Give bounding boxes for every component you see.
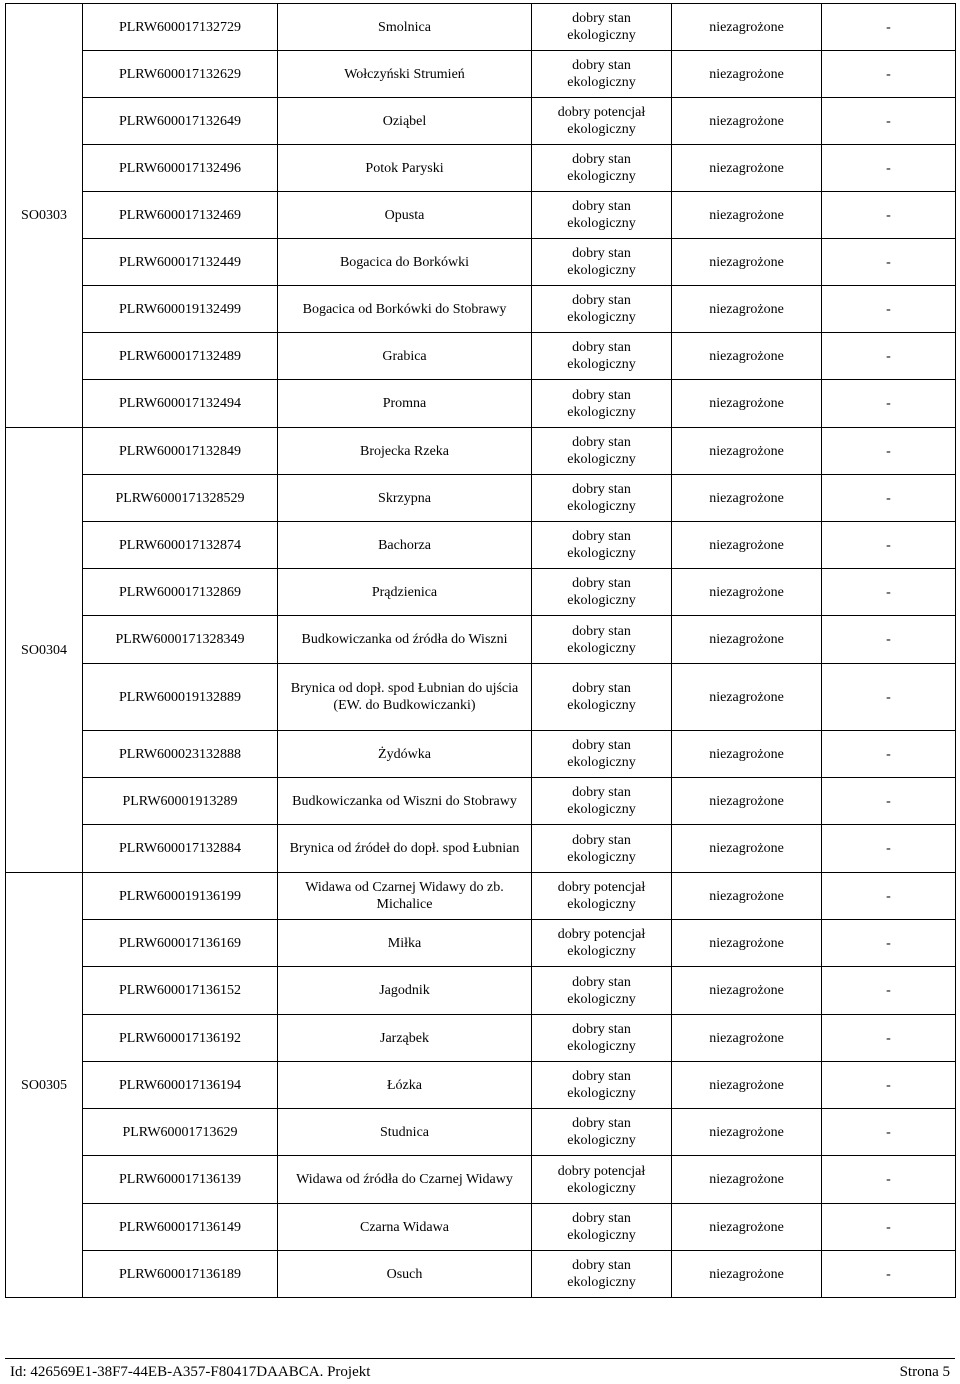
water-body-name-cell: Miłka — [278, 920, 532, 967]
status-line-1: dobry stan — [572, 199, 631, 214]
water-body-name-cell: Osuch — [278, 1251, 532, 1298]
ecological-status-cell — [532, 192, 672, 239]
table-row — [6, 4, 956, 51]
ecological-status-cell — [532, 428, 672, 475]
derogation-cell: - — [822, 286, 956, 333]
derogation-cell: - — [822, 1204, 956, 1251]
risk-assessment-cell: niezagrożone — [672, 428, 822, 475]
status-line-2: ekologiczny — [567, 1228, 636, 1243]
water-body-name-cell: Brynica od źródeł do dopł. spod Łubnian — [278, 825, 532, 873]
table-row — [6, 920, 956, 967]
risk-assessment-cell: niezagrożone — [672, 1109, 822, 1156]
status-line-1: dobry stan — [572, 11, 631, 26]
table-row — [6, 1156, 956, 1204]
table-row — [6, 192, 956, 239]
status-line-1: dobry potencjał — [557, 105, 646, 120]
water-body-code-cell: PLRW600017132494 — [83, 380, 278, 428]
table-row — [6, 51, 956, 98]
water-body-name-cell: Jarząbek — [278, 1015, 532, 1062]
water-body-name-cell: Promna — [278, 380, 532, 428]
status-line-1: dobry potencjał — [557, 927, 646, 942]
status-line-2: ekologiczny — [567, 944, 636, 959]
table-row — [6, 98, 956, 145]
status-line-2: ekologiczny — [567, 755, 636, 770]
derogation-cell: - — [822, 967, 956, 1015]
risk-assessment-cell: niezagrożone — [672, 1156, 822, 1204]
water-body-code-cell: PLRW600017132449 — [83, 239, 278, 286]
risk-assessment-cell: niezagrożone — [672, 1062, 822, 1109]
ecological-status-cell — [532, 1109, 672, 1156]
ecological-status-cell — [532, 1204, 672, 1251]
water-body-code-cell: PLRW600017132884 — [83, 825, 278, 873]
table-row — [6, 286, 956, 333]
water-body-name-cell: Widawa od Czarnej Widawy do zb. Michalice — [278, 873, 532, 920]
table-row — [6, 569, 956, 616]
water-body-name-cell: Brojecka Rzeka — [278, 428, 532, 475]
ecological-status-cell — [532, 731, 672, 778]
derogation-cell: - — [822, 98, 956, 145]
table-row — [6, 522, 956, 569]
status-line-2: ekologiczny — [567, 357, 636, 372]
derogation-cell: - — [822, 616, 956, 664]
risk-assessment-cell: niezagrożone — [672, 616, 822, 664]
group-code-cell: SO0305 — [6, 873, 83, 1298]
water-body-name-cell: Grabica — [278, 333, 532, 380]
ecological-status-cell — [532, 1156, 672, 1204]
status-line-2: ekologiczny — [567, 263, 636, 278]
risk-assessment-cell: niezagrożone — [672, 920, 822, 967]
water-body-code-cell: PLRW600017132874 — [83, 522, 278, 569]
water-body-name-cell: Łózka — [278, 1062, 532, 1109]
status-line-2: ekologiczny — [567, 452, 636, 467]
water-body-name-cell: Bogacica od Borkówki do Stobrawy — [278, 286, 532, 333]
ecological-status-cell — [532, 380, 672, 428]
table-row — [6, 333, 956, 380]
water-body-name-cell: Jagodnik — [278, 967, 532, 1015]
derogation-cell: - — [822, 1109, 956, 1156]
water-body-code-cell: PLRW600017132469 — [83, 192, 278, 239]
table-row — [6, 825, 956, 873]
water-body-code-cell: PLRW60001913289 — [83, 778, 278, 825]
risk-assessment-cell: niezagrożone — [672, 192, 822, 239]
table-row — [6, 1015, 956, 1062]
water-body-code-cell: PLRW600017132629 — [83, 51, 278, 98]
status-line-1: dobry stan — [572, 832, 631, 848]
ecological-status-cell — [532, 4, 672, 51]
ecological-status-cell — [532, 825, 672, 873]
status-line-2: ekologiczny — [567, 1086, 636, 1101]
table-row — [6, 873, 956, 920]
status-line-1: dobry stan — [572, 974, 631, 990]
ecological-status-cell — [532, 664, 672, 731]
water-body-code-cell: PLRW600017136192 — [83, 1015, 278, 1062]
risk-assessment-cell: niezagrożone — [672, 475, 822, 522]
risk-assessment-cell: niezagrożone — [672, 1251, 822, 1298]
status-line-1: dobry stan — [572, 435, 631, 450]
water-body-name-cell: Żydówka — [278, 731, 532, 778]
table-body — [6, 4, 956, 1298]
status-line-2: ekologiczny — [567, 404, 636, 420]
status-line-1: dobry potencjał — [557, 880, 646, 895]
derogation-cell: - — [822, 192, 956, 239]
status-line-1: dobry stan — [572, 1069, 631, 1084]
water-body-name-cell: Opusta — [278, 192, 532, 239]
table-row — [6, 967, 956, 1015]
table-row — [6, 1251, 956, 1298]
table-row — [6, 1204, 956, 1251]
water-body-name-cell: Potok Paryski — [278, 145, 532, 192]
water-body-code-cell: PLRW600017136194 — [83, 1062, 278, 1109]
ecological-status-cell — [532, 522, 672, 569]
status-line-1: dobry stan — [572, 58, 631, 73]
table-row — [6, 778, 956, 825]
status-line-2: ekologiczny — [567, 1180, 636, 1196]
ecological-status-cell — [532, 1062, 672, 1109]
derogation-cell: - — [822, 569, 956, 616]
table-row — [6, 616, 956, 664]
table-row — [6, 239, 956, 286]
ecological-status-cell — [532, 1251, 672, 1298]
water-body-name-cell: Prądzienica — [278, 569, 532, 616]
water-body-code-cell: PLRW6000171328349 — [83, 616, 278, 664]
derogation-cell: - — [822, 475, 956, 522]
risk-assessment-cell: niezagrożone — [672, 873, 822, 920]
ecological-status-cell — [532, 239, 672, 286]
status-line-2: ekologiczny — [567, 75, 636, 90]
status-line-1: dobry stan — [572, 529, 631, 544]
derogation-cell: - — [822, 428, 956, 475]
status-line-2: ekologiczny — [567, 1133, 636, 1148]
derogation-cell: - — [822, 145, 956, 192]
status-line-2: ekologiczny — [567, 593, 636, 608]
derogation-cell: - — [822, 778, 956, 825]
status-line-2: ekologiczny — [567, 310, 636, 325]
risk-assessment-cell: niezagrożone — [672, 51, 822, 98]
status-line-1: dobry potencjał — [557, 1163, 646, 1179]
risk-assessment-cell: niezagrożone — [672, 1015, 822, 1062]
status-line-1: dobry stan — [572, 340, 631, 355]
water-body-code-cell: PLRW600019136199 — [83, 873, 278, 920]
derogation-cell: - — [822, 873, 956, 920]
status-line-1: dobry stan — [572, 482, 631, 497]
derogation-cell: - — [822, 239, 956, 286]
water-body-name-cell: Budkowiczanka od źródła do Wiszni — [278, 616, 532, 664]
water-body-name-cell: Smolnica — [278, 4, 532, 51]
water-body-code-cell: PLRW600017136152 — [83, 967, 278, 1015]
ecological-status-cell — [532, 616, 672, 664]
status-line-2: ekologiczny — [567, 499, 636, 514]
derogation-cell: - — [822, 731, 956, 778]
water-body-code-cell: PLRW600017136169 — [83, 920, 278, 967]
status-line-1: dobry stan — [572, 1116, 631, 1131]
table-row — [6, 380, 956, 428]
risk-assessment-cell: niezagrożone — [672, 286, 822, 333]
ecological-status-cell — [532, 333, 672, 380]
derogation-cell: - — [822, 51, 956, 98]
risk-assessment-cell: niezagrożone — [672, 239, 822, 286]
status-line-2: ekologiczny — [567, 546, 636, 561]
group-code-cell: SO0304 — [6, 428, 83, 873]
water-body-name-cell: Czarna Widawa — [278, 1204, 532, 1251]
status-line-1: dobry stan — [572, 246, 631, 261]
status-line-1: dobry stan — [572, 293, 631, 308]
derogation-cell: - — [822, 1251, 956, 1298]
risk-assessment-cell: niezagrożone — [672, 731, 822, 778]
ecological-status-cell — [532, 98, 672, 145]
ecological-status-cell — [532, 873, 672, 920]
group-code-cell: SO0303 — [6, 4, 83, 428]
status-line-2: ekologiczny — [567, 849, 636, 865]
water-body-name-cell: Studnica — [278, 1109, 532, 1156]
footer-divider — [5, 1358, 955, 1359]
status-line-1: dobry stan — [572, 1258, 631, 1273]
risk-assessment-cell: niezagrożone — [672, 4, 822, 51]
water-body-name-cell: Budkowiczanka od Wiszni do Stobrawy — [278, 778, 532, 825]
water-body-code-cell: PLRW600017132729 — [83, 4, 278, 51]
status-line-2: ekologiczny — [567, 698, 636, 713]
water-body-name-cell: Oziąbel — [278, 98, 532, 145]
ecological-status-cell — [532, 569, 672, 616]
status-line-2: ekologiczny — [567, 216, 636, 231]
status-line-2: ekologiczny — [567, 802, 636, 817]
risk-assessment-cell: niezagrożone — [672, 145, 822, 192]
derogation-cell: - — [822, 380, 956, 428]
risk-assessment-cell: niezagrożone — [672, 664, 822, 731]
water-body-name-cell: Bachorza — [278, 522, 532, 569]
water-body-code-cell: PLRW600019132889 — [83, 664, 278, 731]
derogation-cell: - — [822, 333, 956, 380]
water-body-code-cell: PLRW600017132869 — [83, 569, 278, 616]
status-line-2: ekologiczny — [567, 169, 636, 184]
table-row — [6, 145, 956, 192]
derogation-cell: - — [822, 825, 956, 873]
water-body-code-cell: PLRW600017132849 — [83, 428, 278, 475]
status-line-1: dobry stan — [572, 387, 631, 403]
derogation-cell: - — [822, 1156, 956, 1204]
ecological-status-cell — [532, 51, 672, 98]
water-body-code-cell: PLRW600017132496 — [83, 145, 278, 192]
water-body-name-cell: Bogacica do Borkówki — [278, 239, 532, 286]
table-row — [6, 475, 956, 522]
footer-document-id: Id: 426569E1-38F7-44EB-A357-F80417DAABCA. Projekt — [10, 1364, 371, 1380]
ecological-status-cell — [532, 920, 672, 967]
status-line-1: dobry stan — [572, 152, 631, 167]
ecological-status-cell — [532, 145, 672, 192]
footer-page-number: Strona 5 — [899, 1364, 950, 1380]
water-body-code-cell: PLRW600023132888 — [83, 731, 278, 778]
table-row — [6, 428, 956, 475]
status-line-1: dobry stan — [572, 1022, 631, 1037]
derogation-cell: - — [822, 522, 956, 569]
status-line-1: dobry stan — [572, 576, 631, 591]
water-body-code-cell: PLRW600017136139 — [83, 1156, 278, 1204]
ecological-status-cell — [532, 778, 672, 825]
ecological-status-cell — [532, 1015, 672, 1062]
ecological-status-cell — [532, 475, 672, 522]
derogation-cell: - — [822, 4, 956, 51]
water-body-code-cell: PLRW600017132489 — [83, 333, 278, 380]
status-line-1: dobry stan — [572, 681, 631, 696]
status-line-1: dobry stan — [572, 623, 631, 639]
status-line-2: ekologiczny — [567, 122, 636, 137]
derogation-cell: - — [822, 1015, 956, 1062]
table-row — [6, 731, 956, 778]
status-line-2: ekologiczny — [567, 991, 636, 1007]
status-line-2: ekologiczny — [567, 28, 636, 43]
water-body-code-cell: PLRW600017136149 — [83, 1204, 278, 1251]
risk-assessment-cell: niezagrożone — [672, 522, 822, 569]
page-footer — [10, 1364, 950, 1381]
risk-assessment-cell: niezagrożone — [672, 825, 822, 873]
risk-assessment-cell: niezagrożone — [672, 1204, 822, 1251]
water-body-code-cell: PLRW600019132499 — [83, 286, 278, 333]
risk-assessment-cell: niezagrożone — [672, 967, 822, 1015]
water-body-code-cell: PLRW600017132649 — [83, 98, 278, 145]
status-line-1: dobry stan — [572, 785, 631, 800]
risk-assessment-cell: niezagrożone — [672, 778, 822, 825]
risk-assessment-cell: niezagrożone — [672, 333, 822, 380]
water-bodies-table — [5, 3, 956, 1298]
water-body-code-cell: PLRW6000171328529 — [83, 475, 278, 522]
water-body-code-cell: PLRW600017136189 — [83, 1251, 278, 1298]
risk-assessment-cell: niezagrożone — [672, 569, 822, 616]
water-body-name-cell: Wołczyński Strumień — [278, 51, 532, 98]
risk-assessment-cell: niezagrożone — [672, 380, 822, 428]
status-line-2: ekologiczny — [567, 897, 636, 912]
ecological-status-cell — [532, 286, 672, 333]
table-row — [6, 1062, 956, 1109]
risk-assessment-cell: niezagrożone — [672, 98, 822, 145]
table-row — [6, 664, 956, 731]
status-line-2: ekologiczny — [567, 1039, 636, 1054]
status-line-2: ekologiczny — [567, 640, 636, 656]
table-row — [6, 1109, 956, 1156]
status-line-1: dobry stan — [572, 738, 631, 753]
water-body-name-cell: Brynica od dopł. spod Łubnian do ujścia (EW. do Budkowiczanki) — [278, 664, 532, 731]
derogation-cell: - — [822, 664, 956, 731]
water-body-code-cell: PLRW60001713629 — [83, 1109, 278, 1156]
ecological-status-cell — [532, 967, 672, 1015]
water-body-name-cell: Widawa od źródła do Czarnej Widawy — [278, 1156, 532, 1204]
derogation-cell: - — [822, 1062, 956, 1109]
status-line-1: dobry stan — [572, 1211, 631, 1226]
status-line-2: ekologiczny — [567, 1275, 636, 1290]
derogation-cell: - — [822, 920, 956, 967]
water-body-name-cell: Skrzypna — [278, 475, 532, 522]
